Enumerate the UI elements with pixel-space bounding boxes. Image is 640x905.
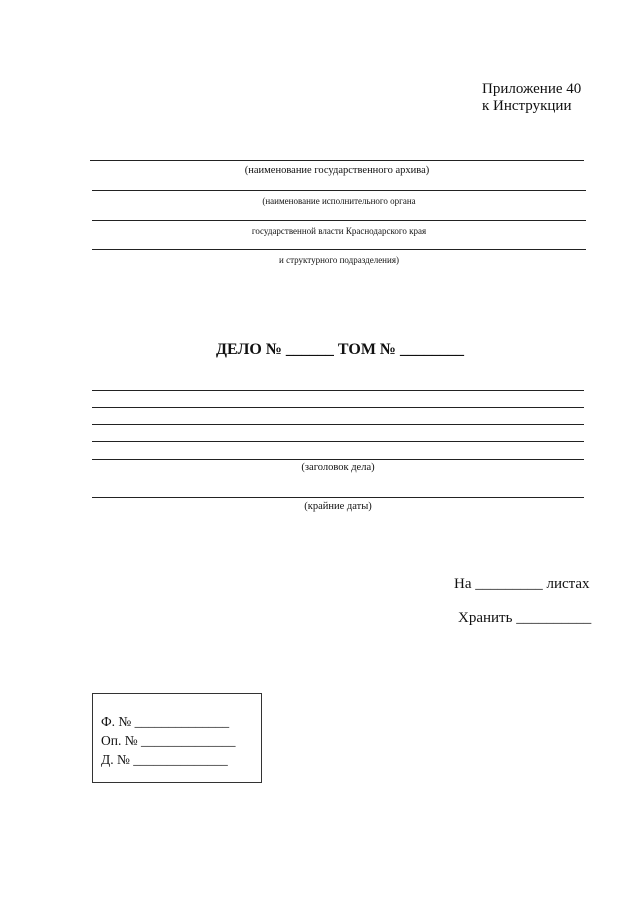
retention-field: Хранить __________ [458, 610, 592, 626]
archive-codes-box [92, 693, 262, 783]
dates-line [92, 497, 584, 498]
case-heading-line-4 [92, 441, 584, 442]
case-heading-line-3 [92, 424, 584, 425]
fond-number: Ф. № ______________ [101, 714, 230, 729]
case-title: ДЕЛО № ______ ТОМ № ________ [216, 341, 464, 358]
appendix-reference: к Инструкции [482, 98, 572, 114]
org-name-caption-2: государственной власти Краснодарского края [251, 226, 427, 236]
case-heading-line-5 [92, 459, 584, 460]
archive-name-caption: (наименование государственного архива) [244, 165, 430, 176]
org-name-line-1 [92, 190, 586, 191]
sheets-count-field: На _________ листах [454, 576, 590, 592]
inventory-number: Оп. № ______________ [101, 733, 236, 748]
org-name-line-2 [92, 220, 586, 221]
case-heading-line-1 [92, 390, 584, 391]
case-heading-line-2 [92, 407, 584, 408]
appendix-number: Приложение 40 [482, 81, 582, 97]
org-name-caption-3: и структурного подразделения) [279, 255, 399, 265]
case-heading-caption: (заголовок дела) [301, 462, 375, 473]
dates-caption: (крайние даты) [304, 501, 372, 512]
archive-name-line [90, 160, 584, 161]
org-name-caption-1: (наименование исполнительного органа [262, 196, 416, 206]
org-name-line-3 [92, 249, 586, 250]
case-number: Д. № ______________ [101, 752, 228, 767]
